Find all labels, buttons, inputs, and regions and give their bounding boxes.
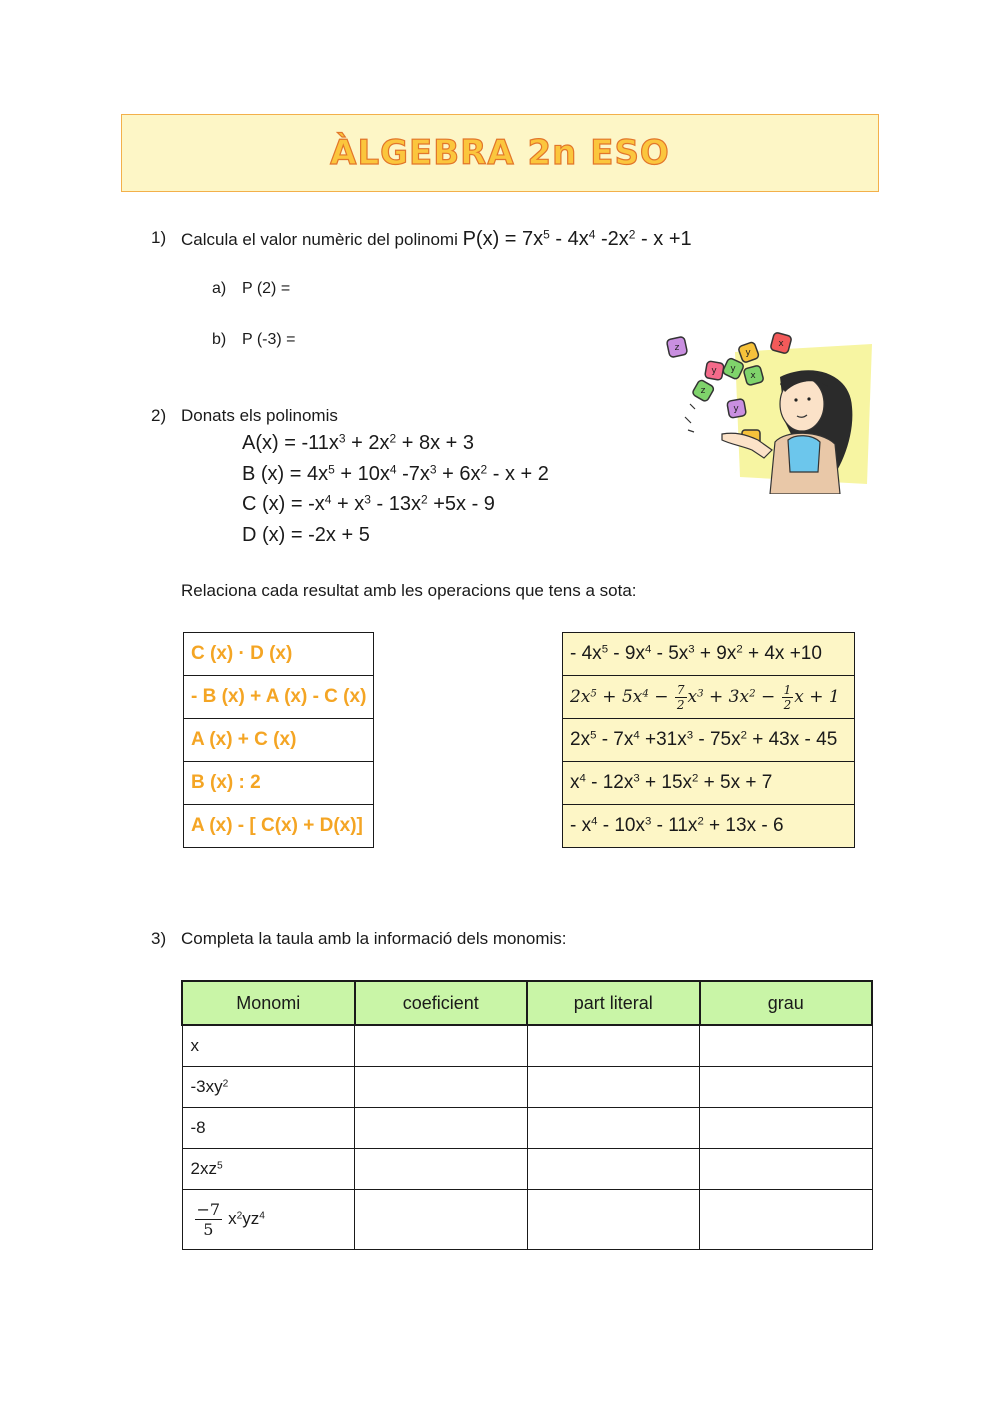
table-row (563, 676, 855, 719)
monomial-cell: x (182, 1025, 355, 1066)
polynomial-c: C $(x) = -x^4 + x^3 - 13x^2 +5x - 9$ (242, 492, 495, 515)
column-header: part literal (527, 981, 700, 1025)
table-row (184, 676, 374, 719)
literal-part-input-cell[interactable] (527, 1066, 700, 1107)
svg-text:y: y (730, 364, 736, 374)
polynomial-a: $A(x) = -11x^3 + 2x^2 + 8x + 3$ (242, 431, 475, 454)
literal-part-input-cell[interactable] (527, 1189, 700, 1249)
svg-text:z: z (674, 343, 680, 353)
result-cell[interactable]: - $4x^5 - 9x^4 - 5x^3 + 9x^2 + 4x +10$ (563, 633, 855, 676)
monomials-table (181, 980, 873, 1250)
table-row (182, 1189, 872, 1249)
degree-input-cell[interactable] (700, 1066, 873, 1107)
table-row (182, 1107, 872, 1148)
coefficient-input-cell[interactable] (355, 1025, 528, 1066)
svg-text:y: y (733, 404, 739, 414)
question-number: 3) (151, 929, 167, 948)
polynomial-b: B $(x) = 4x^5 + 10x^4$ $-7x^3 + 6x^2 - x + 2$ (242, 462, 549, 485)
coefficient-input-cell[interactable] (355, 1148, 528, 1189)
degree-input-cell[interactable] (700, 1107, 873, 1148)
degree-input-cell[interactable] (700, 1025, 873, 1066)
question-text: Calcula el valor numèric del polinomi $P(x) = 7x^5 - 4x^4$ $-2x^2 - x +1$ (181, 227, 692, 250)
question-number: 2) (151, 406, 167, 425)
monomial-cell: $2xz^5$ (182, 1148, 355, 1189)
literal-part-input-cell[interactable] (527, 1025, 700, 1066)
question-text: Donats els polinomis (181, 406, 338, 425)
operations-table (183, 632, 374, 848)
degree-input-cell[interactable] (700, 1148, 873, 1189)
question-text: Completa la taula amb la informació dels monomis: (181, 929, 567, 948)
table-row (563, 762, 855, 805)
svg-text:x: x (778, 339, 784, 349)
polynomial-d: D (x) = -2x + 5 (242, 524, 370, 546)
table-row (182, 1066, 872, 1107)
girl-juggling-letters-illustration (660, 322, 880, 494)
results-table (562, 632, 855, 848)
table-row (184, 762, 374, 805)
result-cell[interactable]: $2x^5 - 7x^4 +31x^3 - 75x^2 + 43x - 45$ (563, 719, 855, 762)
question-number: 1) (151, 228, 167, 247)
operation-cell[interactable]: B (x) : 2 (184, 762, 374, 805)
coefficient-input-cell[interactable] (355, 1189, 528, 1249)
table-row (184, 805, 374, 848)
table-row (182, 1148, 872, 1189)
result-cell[interactable]: $2x^5 + 5x^4$ − $\frac{7}{2}$ $x^3 + 3x^2$ − $\frac{1}{2}$ x + 1 (563, 676, 855, 719)
table-row (563, 805, 855, 848)
operation-cell[interactable]: C (x) · D (x) (184, 633, 374, 676)
title-banner (121, 114, 879, 192)
table-header-row (182, 981, 872, 1025)
coefficient-input-cell[interactable] (355, 1107, 528, 1148)
result-cell[interactable]: $x^4 - 12x^3 + 15x^2 + 5x + 7$ (563, 762, 855, 805)
page-title: ÀLGEBRA 2n ESO (330, 133, 670, 173)
operation-cell[interactable]: - B (x) + A (x) - C (x) (184, 676, 374, 719)
degree-input-cell[interactable] (700, 1189, 873, 1249)
column-header: coeficient (355, 981, 528, 1025)
fraction: $\frac{-7}{5}$ (196, 1199, 221, 1239)
table-row (184, 633, 374, 676)
table-row (182, 1025, 872, 1066)
polynomial-p: $P(x) = 7x^5 - 4x^4$ $-2x^2 - x +1$ (462, 227, 692, 250)
monomial-cell: -8 (182, 1107, 355, 1148)
column-header: grau (700, 981, 873, 1025)
coefficient-input-cell[interactable] (355, 1066, 528, 1107)
svg-text:y: y (711, 366, 717, 376)
literal-part-input-cell[interactable] (527, 1107, 700, 1148)
table-row (563, 719, 855, 762)
table-row (184, 719, 374, 762)
result-cell[interactable]: - $x^4 - 10x^3 - 11x^2 + 13x - 6$ (563, 805, 855, 848)
svg-text:z: z (700, 386, 706, 396)
operation-cell[interactable]: A (x) - [ C(x) + D(x)] (184, 805, 374, 848)
table-row (563, 633, 855, 676)
column-header: Monomi (182, 981, 355, 1025)
monomial-cell: $-3xy^2$ (182, 1066, 355, 1107)
relate-instruction: Relaciona cada resultat amb les operacions que tens a sota: (181, 581, 637, 600)
operation-cell[interactable]: A (x) + C (x) (184, 719, 374, 762)
svg-text:x: x (750, 371, 756, 381)
svg-text:y: y (745, 348, 751, 358)
literal-part-input-cell[interactable] (527, 1148, 700, 1189)
monomial-cell: $\frac{-7}{5}$ $x^2yz^4$ (182, 1189, 355, 1249)
